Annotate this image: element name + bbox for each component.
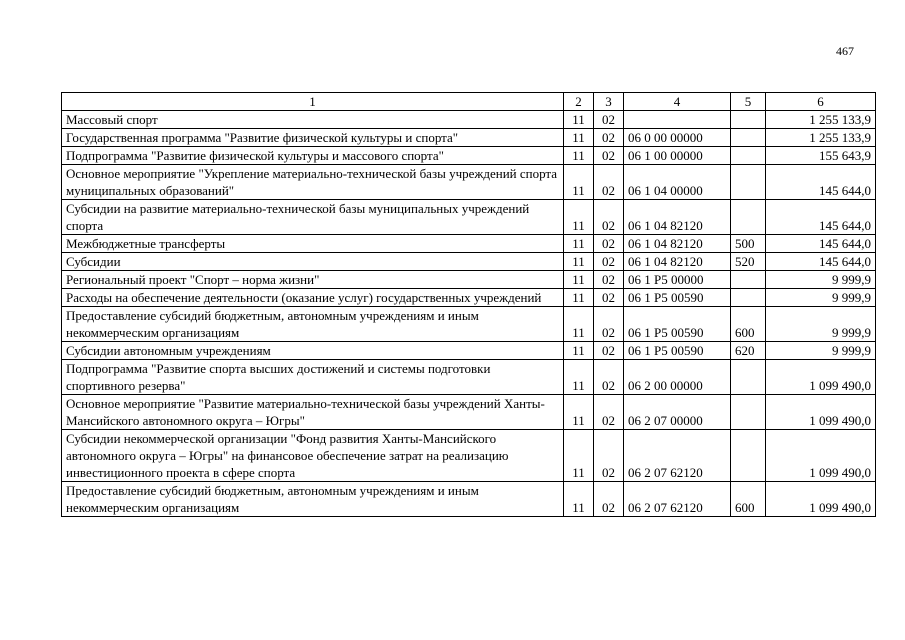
row-name: Межбюджетные трансферты — [62, 235, 564, 253]
table-row — [62, 482, 876, 517]
row-subsection: 02 — [594, 253, 624, 271]
row-subsection: 02 — [594, 430, 624, 482]
row-expense-type: 600 — [731, 482, 766, 517]
column-header-3: 3 — [594, 93, 624, 111]
row-amount: 1 255 133,9 — [766, 129, 876, 147]
row-amount: 145 644,0 — [766, 165, 876, 200]
row-target-code: 06 0 00 00000 — [624, 129, 731, 147]
row-expense-type — [731, 430, 766, 482]
page-number: 467 — [836, 44, 854, 58]
row-target-code: 06 1 04 82120 — [624, 200, 731, 235]
row-target-code: 06 1 00 00000 — [624, 147, 731, 165]
row-subsection: 02 — [594, 271, 624, 289]
row-name: Предоставление субсидий бюджетным, автономным учреждениям и иным некоммерческим организациям — [62, 307, 564, 342]
row-name: Субсидии на развитие материально-технической базы муниципальных учреждений спорта — [62, 200, 564, 235]
row-name: Подпрограмма "Развитие спорта высших достижений и системы подготовки спортивного резерва" — [62, 360, 564, 395]
row-subsection: 02 — [594, 147, 624, 165]
row-name: Государственная программа "Развитие физической культуры и спорта" — [62, 129, 564, 147]
table-row — [62, 165, 876, 200]
row-section: 11 — [564, 271, 594, 289]
row-subsection: 02 — [594, 129, 624, 147]
row-expense-type — [731, 165, 766, 200]
row-section: 11 — [564, 307, 594, 342]
table-row — [62, 200, 876, 235]
row-section: 11 — [564, 360, 594, 395]
row-section: 11 — [564, 253, 594, 271]
row-amount: 1 099 490,0 — [766, 482, 876, 517]
column-header-6: 6 — [766, 93, 876, 111]
row-name: Региональный проект "Спорт – норма жизни" — [62, 271, 564, 289]
table-row — [62, 360, 876, 395]
row-amount: 9 999,9 — [766, 271, 876, 289]
row-section: 11 — [564, 289, 594, 307]
row-name: Основное мероприятие "Укрепление материально-технической базы учреждений спорта муниципальных образований" — [62, 165, 564, 200]
row-section: 11 — [564, 111, 594, 129]
column-header-5: 5 — [731, 93, 766, 111]
column-header-1: 1 — [62, 93, 564, 111]
row-amount: 9 999,9 — [766, 307, 876, 342]
row-amount: 9 999,9 — [766, 289, 876, 307]
row-section: 11 — [564, 482, 594, 517]
row-expense-type — [731, 200, 766, 235]
row-target-code: 06 2 07 62120 — [624, 430, 731, 482]
row-target-code: 06 1 P5 00000 — [624, 271, 731, 289]
row-name: Предоставление субсидий бюджетным, автономным учреждениям и иным некоммерческим организациям — [62, 482, 564, 517]
row-target-code: 06 1 04 82120 — [624, 235, 731, 253]
table-row — [62, 147, 876, 165]
row-subsection: 02 — [594, 200, 624, 235]
row-amount: 9 999,9 — [766, 342, 876, 360]
row-expense-type: 520 — [731, 253, 766, 271]
row-subsection: 02 — [594, 482, 624, 517]
row-subsection: 02 — [594, 289, 624, 307]
table-row — [62, 271, 876, 289]
row-expense-type — [731, 360, 766, 395]
row-target-code: 06 1 P5 00590 — [624, 342, 731, 360]
row-name: Субсидии автономным учреждениям — [62, 342, 564, 360]
table-row — [62, 129, 876, 147]
row-amount: 1 099 490,0 — [766, 430, 876, 482]
row-target-code: 06 1 04 00000 — [624, 165, 731, 200]
row-section: 11 — [564, 342, 594, 360]
row-expense-type — [731, 129, 766, 147]
row-name: Расходы на обеспечение деятельности (оказание услуг) государственных учреждений — [62, 289, 564, 307]
row-section: 11 — [564, 200, 594, 235]
table-row — [62, 307, 876, 342]
row-target-code: 06 1 04 82120 — [624, 253, 731, 271]
row-section: 11 — [564, 165, 594, 200]
table-row — [62, 395, 876, 430]
row-section: 11 — [564, 235, 594, 253]
column-header-4: 4 — [624, 93, 731, 111]
row-amount: 145 644,0 — [766, 253, 876, 271]
row-amount: 1 255 133,9 — [766, 111, 876, 129]
column-header-2: 2 — [564, 93, 594, 111]
row-amount: 155 643,9 — [766, 147, 876, 165]
row-amount: 1 099 490,0 — [766, 395, 876, 430]
row-name: Основное мероприятие "Развитие материально-технической базы учреждений Ханты-Мансийского автономного округа – Югры" — [62, 395, 564, 430]
row-name: Субсидии — [62, 253, 564, 271]
row-subsection: 02 — [594, 165, 624, 200]
row-subsection: 02 — [594, 235, 624, 253]
row-target-code: 06 2 07 62120 — [624, 482, 731, 517]
table-row — [62, 430, 876, 482]
row-expense-type — [731, 111, 766, 129]
row-name: Субсидии некоммерческой организации "Фонд развития Ханты-Мансийского автономного округа – Югры" на финансовое обеспечение затрат на реализацию инвестиционного проекта в сфере спорта — [62, 430, 564, 482]
row-amount: 145 644,0 — [766, 200, 876, 235]
row-section: 11 — [564, 395, 594, 430]
row-subsection: 02 — [594, 111, 624, 129]
row-target-code: 06 2 00 00000 — [624, 360, 731, 395]
table-row — [62, 111, 876, 129]
row-expense-type — [731, 271, 766, 289]
row-subsection: 02 — [594, 342, 624, 360]
row-expense-type: 500 — [731, 235, 766, 253]
table-row — [62, 342, 876, 360]
row-target-code — [624, 111, 731, 129]
budget-table — [61, 92, 876, 517]
row-target-code: 06 1 P5 00590 — [624, 307, 731, 342]
table-row — [62, 235, 876, 253]
row-subsection: 02 — [594, 395, 624, 430]
table-row — [62, 253, 876, 271]
row-target-code: 06 2 07 00000 — [624, 395, 731, 430]
row-expense-type: 620 — [731, 342, 766, 360]
row-expense-type — [731, 289, 766, 307]
row-subsection: 02 — [594, 360, 624, 395]
row-name: Подпрограмма "Развитие физической культуры и массового спорта" — [62, 147, 564, 165]
row-subsection: 02 — [594, 307, 624, 342]
row-name: Массовый спорт — [62, 111, 564, 129]
table-header-row — [62, 93, 876, 111]
row-section: 11 — [564, 147, 594, 165]
row-expense-type: 600 — [731, 307, 766, 342]
table-row — [62, 289, 876, 307]
row-amount: 145 644,0 — [766, 235, 876, 253]
row-amount: 1 099 490,0 — [766, 360, 876, 395]
row-target-code: 06 1 P5 00590 — [624, 289, 731, 307]
row-expense-type — [731, 147, 766, 165]
row-section: 11 — [564, 430, 594, 482]
row-section: 11 — [564, 129, 594, 147]
row-expense-type — [731, 395, 766, 430]
